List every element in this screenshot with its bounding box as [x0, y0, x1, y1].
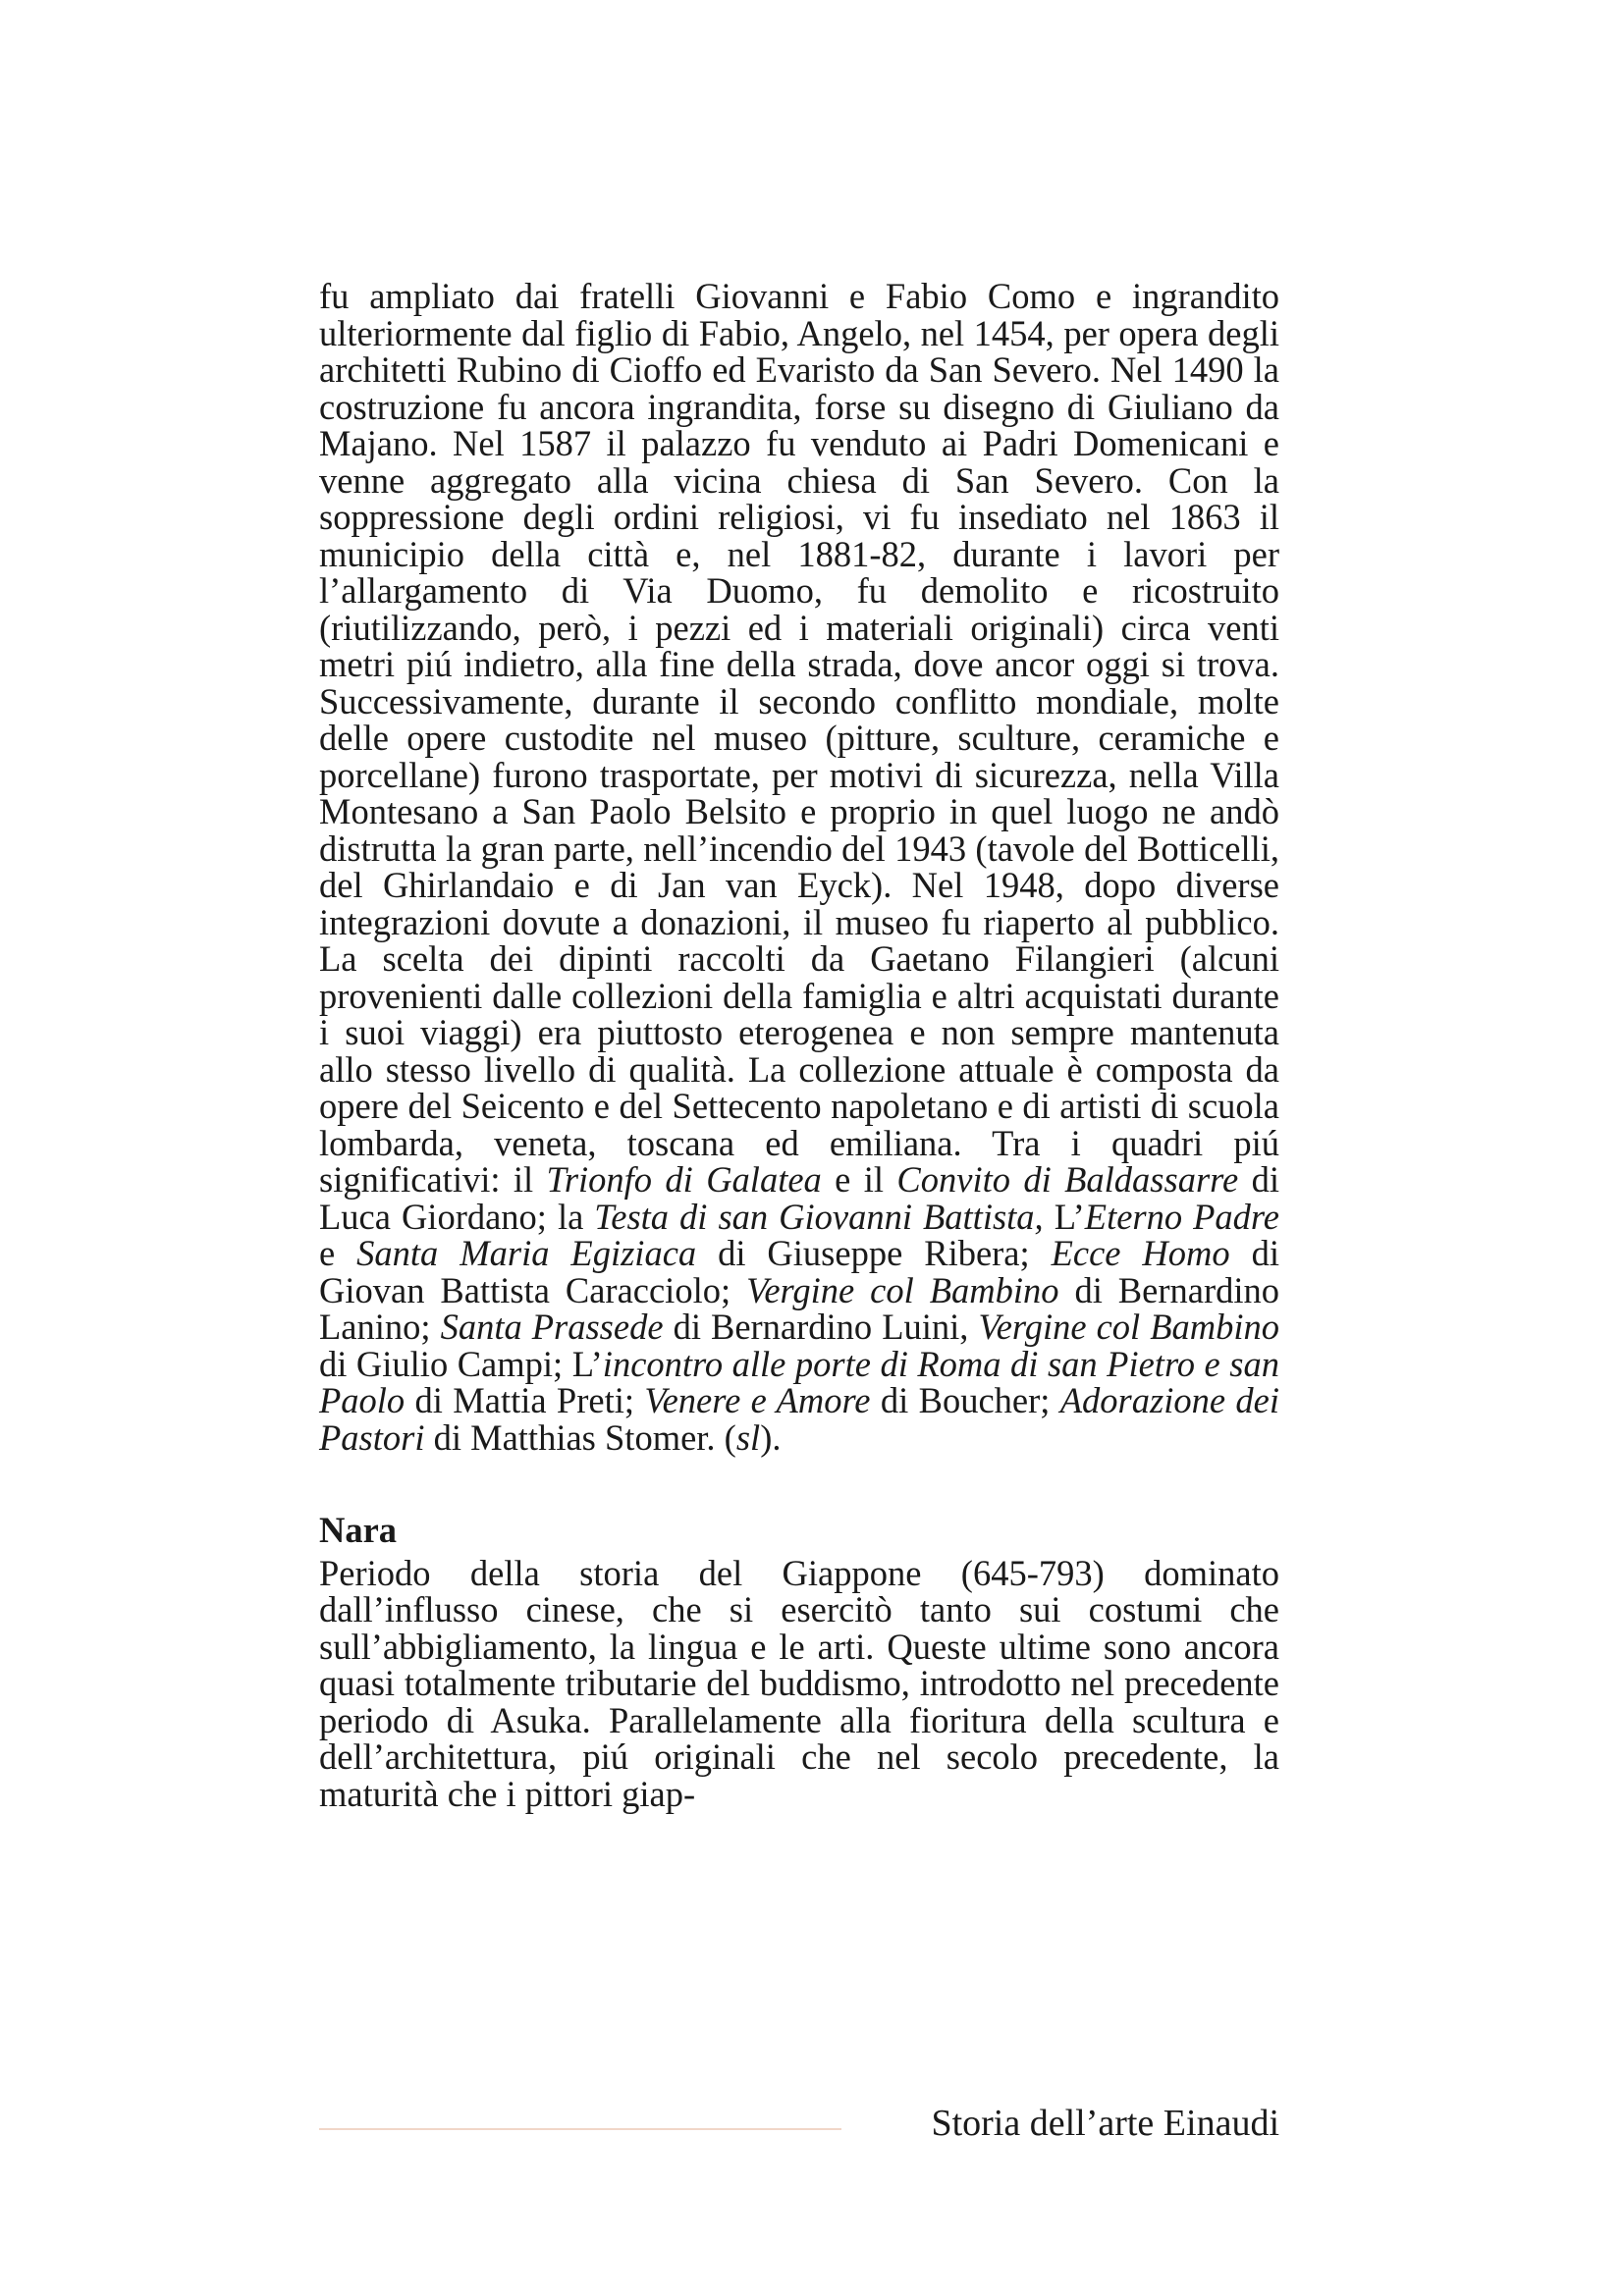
entry-title-nara: Nara	[319, 1510, 398, 1550]
italic-title: Santa Maria Egiziaca	[356, 1233, 697, 1273]
text-run: di Giulio Campi; L’	[319, 1343, 603, 1384]
text-run: di Giovan Battista Caracciolo;	[319, 1233, 1279, 1310]
text-run: e il	[821, 1159, 897, 1200]
italic-title: Vergine col Bambino	[978, 1307, 1280, 1347]
text-run: di Giuseppe Ribera;	[696, 1233, 1052, 1273]
italic-title: Testa di san Giovanni Battista,	[594, 1196, 1044, 1237]
italic-title: Santa Prassede	[440, 1307, 664, 1347]
italic-title: Adorazione dei Pastori	[319, 1380, 1280, 1458]
page-content	[319, 278, 1279, 1812]
text-run: fu ampliato dai fratelli Giovanni e Fabio Como e ingrandito ulteriormente dal figlio di Fabio, Angelo, nel 1454, per opera degli architetti Rubino di Cioffo ed Evaristo da San Severo. Nel 1490 la costruzione fu ancora ingrandita, forse su disegno di Giuliano da Majano. Nel 1587 il palazzo fu venduto ai Padri Domenicani e venne aggregato alla vicina chiesa di San Severo. Con la soppressione degli ordini religiosi, vi fu insediato nel 1863 il municipio della città e, nel 1881-82, durante i lavori per l’allargamento di Via Duomo, fu demolito e ricostruito (riutilizzando, però, i pezzi ed i materiali originali) circa venti metri piú indietro, alla fine della strada, dove ancor oggi si trova. Successivamente, durante il secondo conflitto mondiale, molte delle opere custodite nel museo (pitture, sculture, ceramiche e porcellane) furono trasportate, per motivi di sicurezza, nella Villa Montesano a San Paolo Belsito e proprio in quel luogo ne andò distrutta la gran parte, nell’incendio del 1943 (tavole del Botticelli, del Ghirlandaio e di Jan van Eyck). Nel 1948, dopo diverse integrazioni dovute a donazioni, il museo fu riaperto al pubblico. La scelta dei dipinti raccolti da Gaetano Filangieri (alcuni provenienti dalle collezioni della famiglia e altri acquistati durante i suoi viaggi) era piuttosto eterogenea e non sempre mantenuta allo stesso livello di qualità. La collezione attuale è composta da opere del Seicento e del Settecento napoletano e di artisti di scuola lombarda, veneta, toscana ed emiliana. Tra i quadri piú significativi: il	[319, 276, 1279, 1200]
footer-rule	[319, 2128, 841, 2130]
text-run: di Bernardino Lanino;	[319, 1269, 1279, 1347]
text-run: di Boucher;	[870, 1380, 1060, 1420]
italic-title: Ecce Homo	[1051, 1233, 1230, 1273]
text-run: L’	[1043, 1196, 1085, 1237]
text-run: ).	[760, 1416, 782, 1458]
text-run: di Matthias Stomer. (	[424, 1416, 736, 1458]
text-run: di Mattia Preti;	[405, 1380, 645, 1420]
italic-title: incontro alle porte di Roma di san Pietro e san Paolo	[319, 1343, 1279, 1420]
text-run: di Bernardino Luini,	[663, 1307, 979, 1347]
italic-title: sl	[735, 1416, 761, 1458]
italic-title: Vergine col Bambino	[746, 1269, 1059, 1310]
italic-title: Eterno Padre	[1084, 1196, 1279, 1237]
entry-filangieri-text	[319, 278, 1279, 1456]
text-run: e	[319, 1233, 357, 1273]
entry-nara-text: Periodo della storia del Giappone (645-793) dominato dall’influsso cinese, che si esercitò tanto sui costumi che sull’abbigliamento, la lingua e le arti. Queste ultime sono ancora quasi totalmente tributarie del buddismo, introdotto nel precedente periodo di Asuka. Parallelamente alla fioritura della scultura e dell’architettura, piú originali che nel secolo precedente, la maturità che i pittori giap-	[319, 1552, 1279, 1814]
italic-title: Convito di Baldassarre	[896, 1159, 1239, 1200]
footer-publisher: Storia dell’arte Einaudi	[931, 2103, 1279, 2144]
italic-title: Trionfo di Galatea	[546, 1159, 822, 1200]
italic-title: Venere e Amore	[644, 1380, 871, 1420]
text-run: di Luca Giordano; la	[319, 1159, 1279, 1237]
page-footer	[319, 2099, 1279, 2148]
